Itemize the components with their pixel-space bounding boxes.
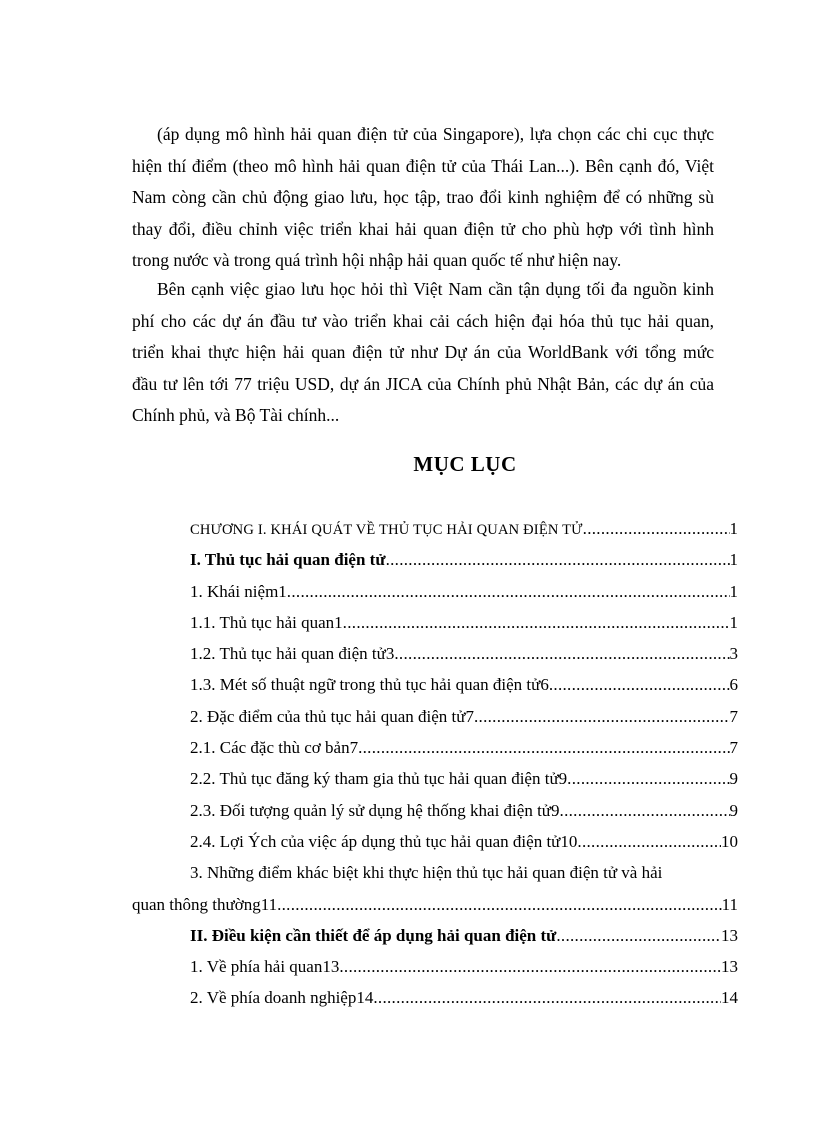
paragraph-line: Bên cạnh việc giao lưu học hỏi thì Việt Nam cần tận dụng tối đa nguồn kinh [157,279,714,299]
toc-leader-dots [358,732,729,763]
toc-entry-text: 2.2. Thủ tục đăng ký tham gia thủ tục hải quan điện tử9 [190,769,568,789]
toc-entry-page: 7 [729,706,738,726]
toc-leader-dots [339,951,721,982]
toc-entry-text: 1. Về phía hải quan13 [190,957,340,977]
toc-entry-page: 1 [729,581,738,601]
toc-leader-dots [560,795,730,826]
paragraph-line: đầu tư lên tới 77 triệu USD, dự án JICA của Chính phủ Nhật Bản, các dự án của [132,373,714,394]
toc-entry-page: 14 [721,988,738,1008]
toc-entry-page: 9 [729,769,738,789]
toc-entry[interactable] [132,951,738,982]
toc-entry[interactable] [132,544,738,575]
toc-entry-page: 10 [721,831,738,851]
toc-leader-dots [583,513,730,544]
toc-entry-text: quan thông thường11 [132,894,278,914]
paragraph-line: trong nước và trong quá trình hội nhập hải quan quốc tế như hiện nay. [132,250,622,270]
toc-entry-text: I. Thủ tục hải quan điện tử [190,550,386,570]
toc-leader-dots [343,607,730,638]
paragraph-line: hiện thí điểm (theo mô hình hải quan điện tử của Thái Lan...). Bên cạnh đó, Việt [132,155,714,176]
toc-entry-page: 1 [729,550,738,570]
toc-heading: MỤC LỤC [413,452,517,476]
toc-leader-dots [567,763,729,794]
toc-entry-page: 7 [729,738,738,758]
toc-entry[interactable] [132,795,738,826]
toc-entry[interactable] [132,763,738,794]
toc-entry[interactable] [132,576,738,607]
toc-leader-dots [577,826,721,857]
toc-entry-text: 2.1. Các đặc thù cơ bản7 [190,738,359,758]
toc-leader-dots [556,920,721,951]
toc-entry-text: CHƯƠNG I. KHÁI QUÁT VỀ THỦ TỤC HẢI QUAN ĐIỆN TỬ [190,522,583,538]
paragraph-line: thay đổi, điều chỉnh việc triển khai hải quan điện tử cho phù hợp với tình hình [132,218,714,239]
paragraph-line: triển khai thực hiện hải quan điện tử như Dự án của WorldBank với tổng mức [132,342,714,362]
body-paragraph-1 [132,119,714,277]
toc-entry-text: 1.1. Thủ tục hải quan1 [190,612,343,632]
toc-entry[interactable] [132,638,738,669]
table-of-contents [132,513,738,1014]
paragraph-line: Chính phủ, và Bộ Tài chính... [132,405,340,425]
toc-entry-text: 2. Về phía doanh nghiệp14 [190,988,374,1008]
toc-entry-text: 1.3. Mét số thuật ngữ trong thủ tục hải quan điện tử6 [190,675,549,695]
toc-leader-dots [474,701,730,732]
toc-leader-dots [287,576,730,607]
body-paragraph-2 [132,274,714,432]
toc-leader-dots [386,544,730,575]
toc-entry-text: II. Điều kiện cần thiết để áp dụng hải quan điện tử [190,925,557,945]
toc-entry[interactable] [132,857,738,888]
toc-entry-text: 3. Những điểm khác biệt khi thực hiện thủ tục hải quan điện tử và hải [190,863,663,883]
toc-leader-dots [549,669,730,700]
paragraph-line: (áp dụng mô hình hải quan điện tử của Singapore), lựa chọn các chi cục thực [157,124,714,144]
toc-entry-page: 13 [721,925,738,945]
toc-entry-page: 13 [721,957,738,977]
toc-entry[interactable] [132,826,738,857]
toc-entry[interactable] [132,701,738,732]
toc-entry-text: 2. Đặc điểm của thủ tục hải quan điện tử7 [190,706,474,726]
paragraph-line: phí cho các dự án đầu tư vào triển khai cải cách hiện đại hóa thủ tục hải quan, [132,310,714,331]
toc-entry[interactable] [132,669,738,700]
toc-entry-page: 6 [729,675,738,695]
toc-entry[interactable] [132,920,738,951]
toc-entry-page: 3 [729,644,738,664]
paragraph-line: Nam còng cần chủ động giao lưu, học tập, trao đổi kinh nghiệm để có những sù [132,187,714,207]
toc-entry-text: 2.4. Lợi Ých của việc áp dụng thủ tục hải quan điện tử10 [190,831,578,851]
toc-entry-page: 9 [729,800,738,820]
toc-entry[interactable] [132,889,738,920]
toc-entry[interactable] [132,732,738,763]
toc-entry-page: 1 [729,519,738,538]
toc-entry-page: 11 [721,894,738,914]
toc-entry-text: 2.3. Đối tượng quản lý sử dụng hệ thống khai điện tử9 [190,800,560,820]
toc-entry[interactable] [132,513,738,544]
toc-leader-dots [373,982,721,1013]
toc-entry[interactable] [132,982,738,1013]
toc-entry-text: 1. Khái niệm1 [190,581,287,601]
toc-leader-dots [394,638,729,669]
toc-entry[interactable] [132,607,738,638]
toc-leader-dots [277,889,722,920]
toc-entry-text: 1.2. Thủ tục hải quan điện tử3 [190,644,395,664]
toc-entry-page: 1 [729,612,738,632]
